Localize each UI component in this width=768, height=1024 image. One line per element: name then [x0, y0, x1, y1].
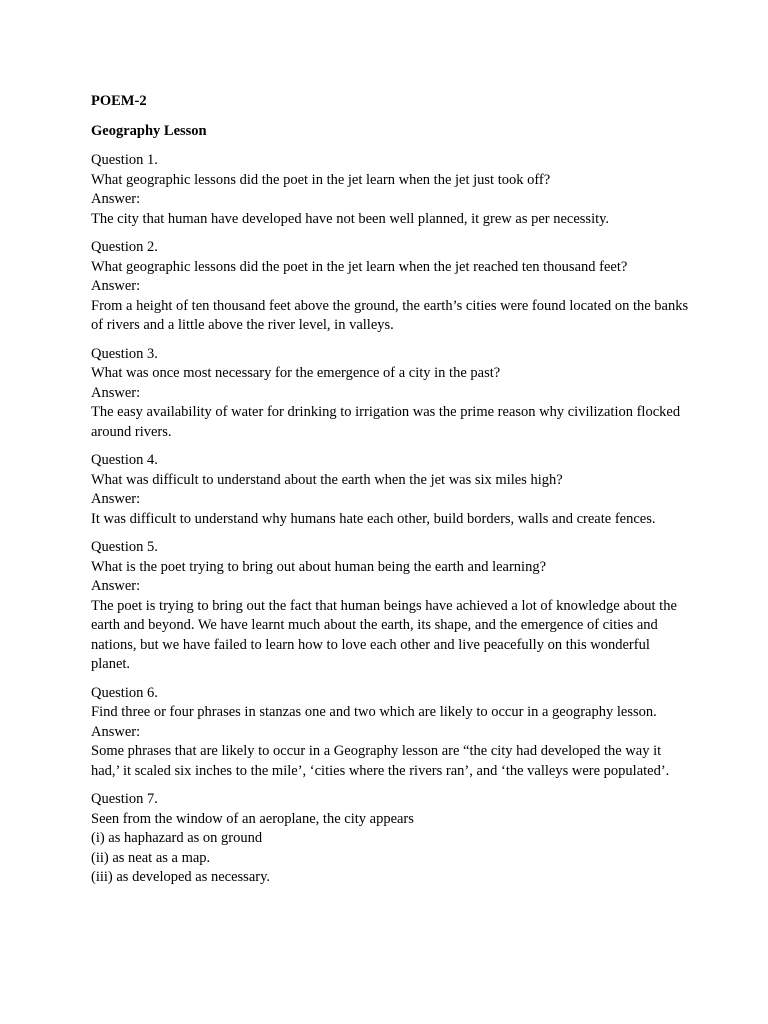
answer-text: It was difficult to understand why humans hate each other, build borders, walls and create fences. [91, 510, 656, 527]
document-subtitle: Geography Lesson [91, 122, 207, 139]
document-title: POEM-2 [91, 93, 147, 109]
qa-block-5 [91, 538, 691, 675]
answer-text: From a height of ten thousand feet above the ground, the earth’s cities were found located on the banks of rivers and a little above the river level, in valleys. [91, 297, 689, 333]
qa-block-3 [91, 345, 691, 443]
question-text: What geographic lessons did the poet in the jet learn when the jet reached ten thousand feet? [91, 258, 628, 275]
question-label: Question 3. [91, 345, 158, 362]
answer-label: Answer: [91, 191, 141, 207]
qa-block-1 [91, 151, 691, 229]
qa-block-4 [91, 451, 691, 529]
question-text: Find three or four phrases in stanzas one and two which are likely to occur in a geography lesson. [91, 704, 657, 720]
question-text: What is the poet trying to bring out about human being the earth and learning? [91, 558, 547, 575]
answer-label: Answer: [91, 723, 141, 740]
qa-block-7 [91, 790, 691, 888]
answer-label: Answer: [91, 384, 141, 401]
answer-text: The city that human have developed have not been well planned, it grew as per necessity. [91, 210, 610, 227]
question-text: What was difficult to understand about the earth when the jet was six miles high? [91, 471, 563, 488]
option-item: (ii) as neat as a map. [91, 849, 211, 866]
answer-text: Some phrases that are likely to occur in a Geography lesson are “the city had developed the way it had,’ it scaled six inches to the mile’, ‘cities where the rivers ran’, and ‘the valleys were populated’. [91, 743, 670, 779]
question-label: Question 4. [91, 452, 158, 468]
question-label: Question 1. [91, 152, 158, 168]
answer-label: Answer: [91, 578, 141, 594]
option-item: (i) as haphazard as on ground [91, 830, 263, 846]
answer-label: Answer: [91, 278, 141, 294]
question-label: Question 2. [91, 239, 158, 255]
question-text: What geographic lessons did the poet in the jet learn when the jet just took off? [91, 171, 551, 188]
question-label: Question 5. [91, 539, 158, 555]
question-text: Seen from the window of an aeroplane, the city appears [91, 810, 414, 827]
answer-text: The easy availability of water for drinking to irrigation was the prime reason why civilization flocked around rivers. [91, 404, 681, 440]
qa-block-2 [91, 238, 691, 336]
question-text: What was once most necessary for the emergence of a city in the past? [91, 365, 501, 381]
question-label: Question 6. [91, 684, 158, 701]
answer-label: Answer: [91, 491, 141, 507]
answer-text: The poet is trying to bring out the fact that human beings have achieved a lot of knowledge about the earth and beyond. We have learnt much about the earth, its shape, and the emergence of cities and nations, but we have failed to learn how to love each other and live peacefully on this wonderful planet. [91, 597, 677, 672]
option-item: (iii) as developed as necessary. [91, 869, 271, 885]
document-page [91, 92, 691, 897]
question-label: Question 7. [91, 791, 158, 807]
qa-block-6 [91, 684, 691, 782]
